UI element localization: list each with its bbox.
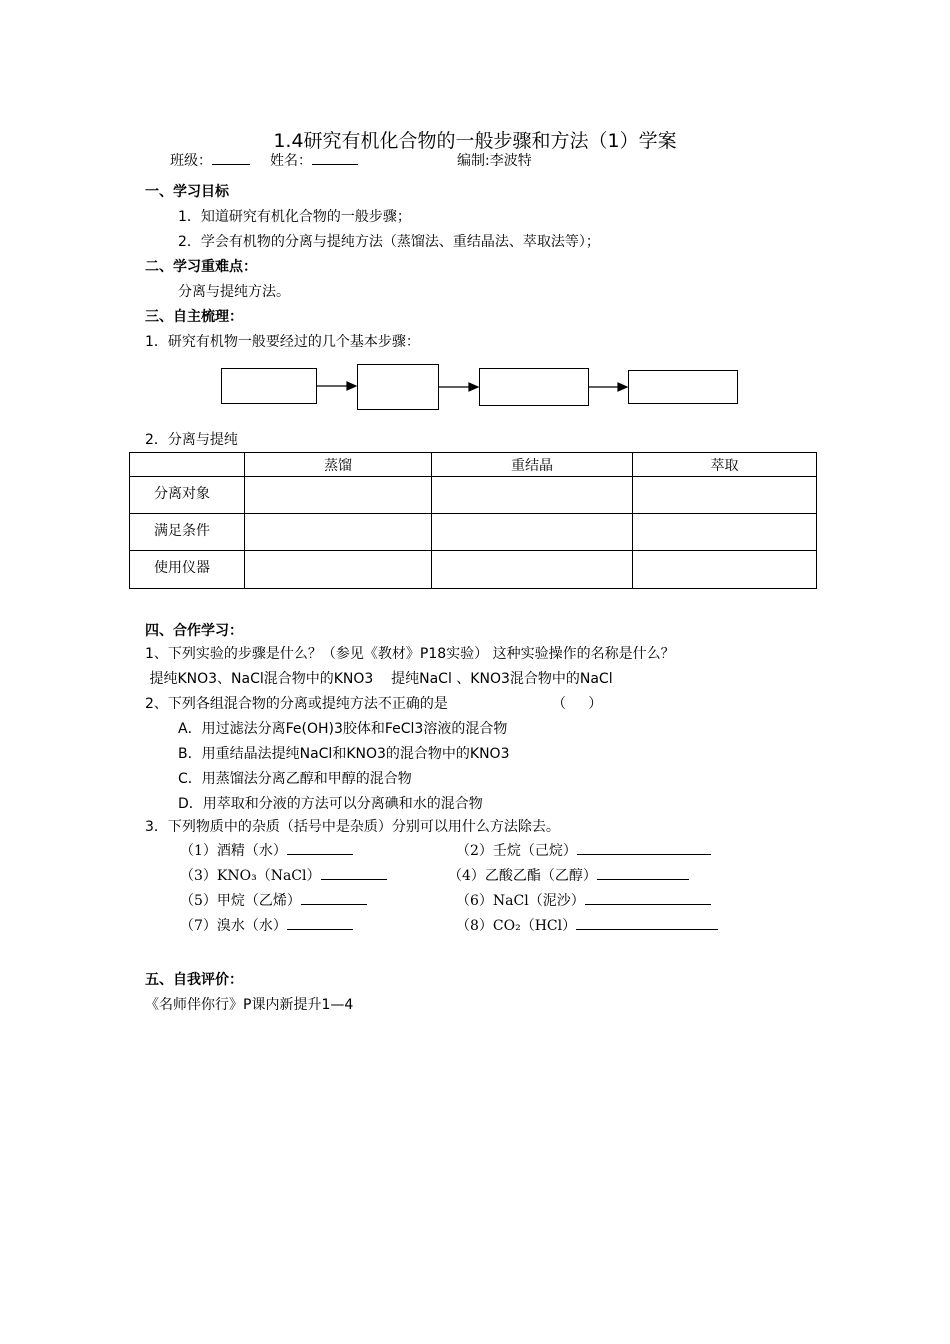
table-row (130, 514, 817, 551)
flow-arrows (0, 0, 950, 450)
impurity-label: （7）溴水（水） (180, 918, 287, 934)
table-header-recrystallization: 重结晶 (432, 453, 633, 477)
table-cell[interactable] (432, 477, 633, 514)
steps-question: 1．研究有机物一般要经过的几个基本步骤： (145, 334, 420, 350)
answer-blank[interactable] (287, 915, 353, 930)
impurity-item-8 (456, 915, 718, 935)
table-header-row (130, 453, 817, 477)
answer-blank[interactable] (577, 840, 711, 855)
table-row (130, 551, 817, 589)
answer-blank[interactable] (576, 915, 718, 930)
separation-table (129, 452, 817, 589)
row-label-instrument: 使用仪器 (130, 551, 245, 589)
impurity-label: （4）乙酸乙酯（乙醇） (448, 868, 597, 884)
coop-question-2: 2、下列各组混合物的分离或提纯方法不正确的是 (145, 696, 448, 712)
row-label-object: 分离对象 (130, 477, 245, 514)
arrow-1-head (347, 382, 356, 390)
arrow-2-head (469, 383, 478, 391)
table-cell[interactable] (633, 551, 817, 589)
impurity-label: （8）CO₂（HCl） (456, 918, 577, 934)
table-header-extraction: 萃取 (633, 453, 817, 477)
answer-blank[interactable] (585, 890, 711, 905)
table-cell[interactable] (432, 551, 633, 589)
impurity-item-4 (448, 865, 689, 885)
table-row (130, 477, 817, 514)
section-heading-self-evaluation: 五、自我评价： (145, 972, 243, 988)
table-cell[interactable] (245, 514, 432, 551)
option-b: B．用重结晶法提纯NaCl和KNO3的混合物中的KNO3 (178, 746, 510, 762)
impurity-item-5 (180, 890, 367, 910)
table-header-distillation: 蒸馏 (245, 453, 432, 477)
impurity-label: （2）壬烷（己烷） (456, 843, 577, 859)
section-heading-cooperative: 四、合作学习： (145, 623, 243, 639)
table-header-corner (130, 453, 245, 477)
name-label: 姓名： (270, 153, 312, 169)
author-label: 编制:李波特 (457, 153, 532, 169)
section-heading-self-review: 三、自主梳理： (145, 309, 243, 325)
impurity-item-2 (456, 840, 711, 860)
table-cell[interactable] (633, 514, 817, 551)
arrow-3-head (618, 383, 627, 391)
answer-blank[interactable] (597, 865, 689, 880)
class-label: 班级： (170, 153, 212, 169)
option-c: C．用蒸馏法分离乙醇和甲醇的混合物 (178, 771, 412, 787)
impurity-label: （6）NaCl（泥沙） (456, 893, 585, 909)
goal-item-1: 1．知道研究有机化合物的一般步骤； (178, 209, 411, 225)
key-points-text: 分离与提纯方法。 (178, 284, 290, 300)
answer-blank[interactable] (321, 865, 387, 880)
section-heading-goals: 一、学习目标 (145, 184, 229, 200)
coop-question-3: 3．下列物质中的杂质（括号中是杂质）分别可以用什么方法除去。 (145, 819, 560, 835)
impurity-item-6 (456, 890, 711, 910)
impurity-label: （3）KNO₃（NaCl） (180, 868, 321, 884)
coop-question-1: 1、下列实验的步骤是什么？（参见《教材》P18实验） 这种实验操作的名称是什么？ (145, 646, 675, 662)
answer-parentheses[interactable]: （ ） (552, 696, 603, 712)
row-label-condition: 满足条件 (130, 514, 245, 551)
impurity-item-7 (180, 915, 353, 935)
table-cell[interactable] (432, 514, 633, 551)
page-title: 1.4研究有机化合物的一般步骤和方法（1）学案 (273, 130, 677, 152)
impurity-item-1 (180, 840, 353, 860)
table-cell[interactable] (633, 477, 817, 514)
goal-item-2: 2．学会有机物的分离与提纯方法（蒸馏法、重结晶法、萃取法等）； (178, 234, 600, 250)
option-a: A．用过滤法分离Fe(OH)3胶体和FeCl3溶液的混合物 (178, 721, 508, 737)
table-cell[interactable] (245, 477, 432, 514)
self-evaluation-text: 《名师伴你行》P课内新提升1—4 (145, 997, 354, 1013)
impurity-item-3 (180, 865, 387, 885)
section-heading-key-points: 二、学习重难点： (145, 259, 257, 275)
answer-blank[interactable] (301, 890, 367, 905)
table-cell[interactable] (245, 551, 432, 589)
option-d: D．用萃取和分液的方法可以分离碘和水的混合物 (178, 796, 483, 812)
answer-blank[interactable] (287, 840, 353, 855)
impurity-label: （5）甲烷（乙烯） (180, 893, 301, 909)
separation-question: 2．分离与提纯 (145, 432, 238, 448)
impurity-label: （1）酒精（水） (180, 843, 287, 859)
coop-question-1-sub: 提纯KNO3、NaCl混合物中的KNO3 提纯NaCl 、KNO3混合物中的NaCl (145, 671, 613, 687)
